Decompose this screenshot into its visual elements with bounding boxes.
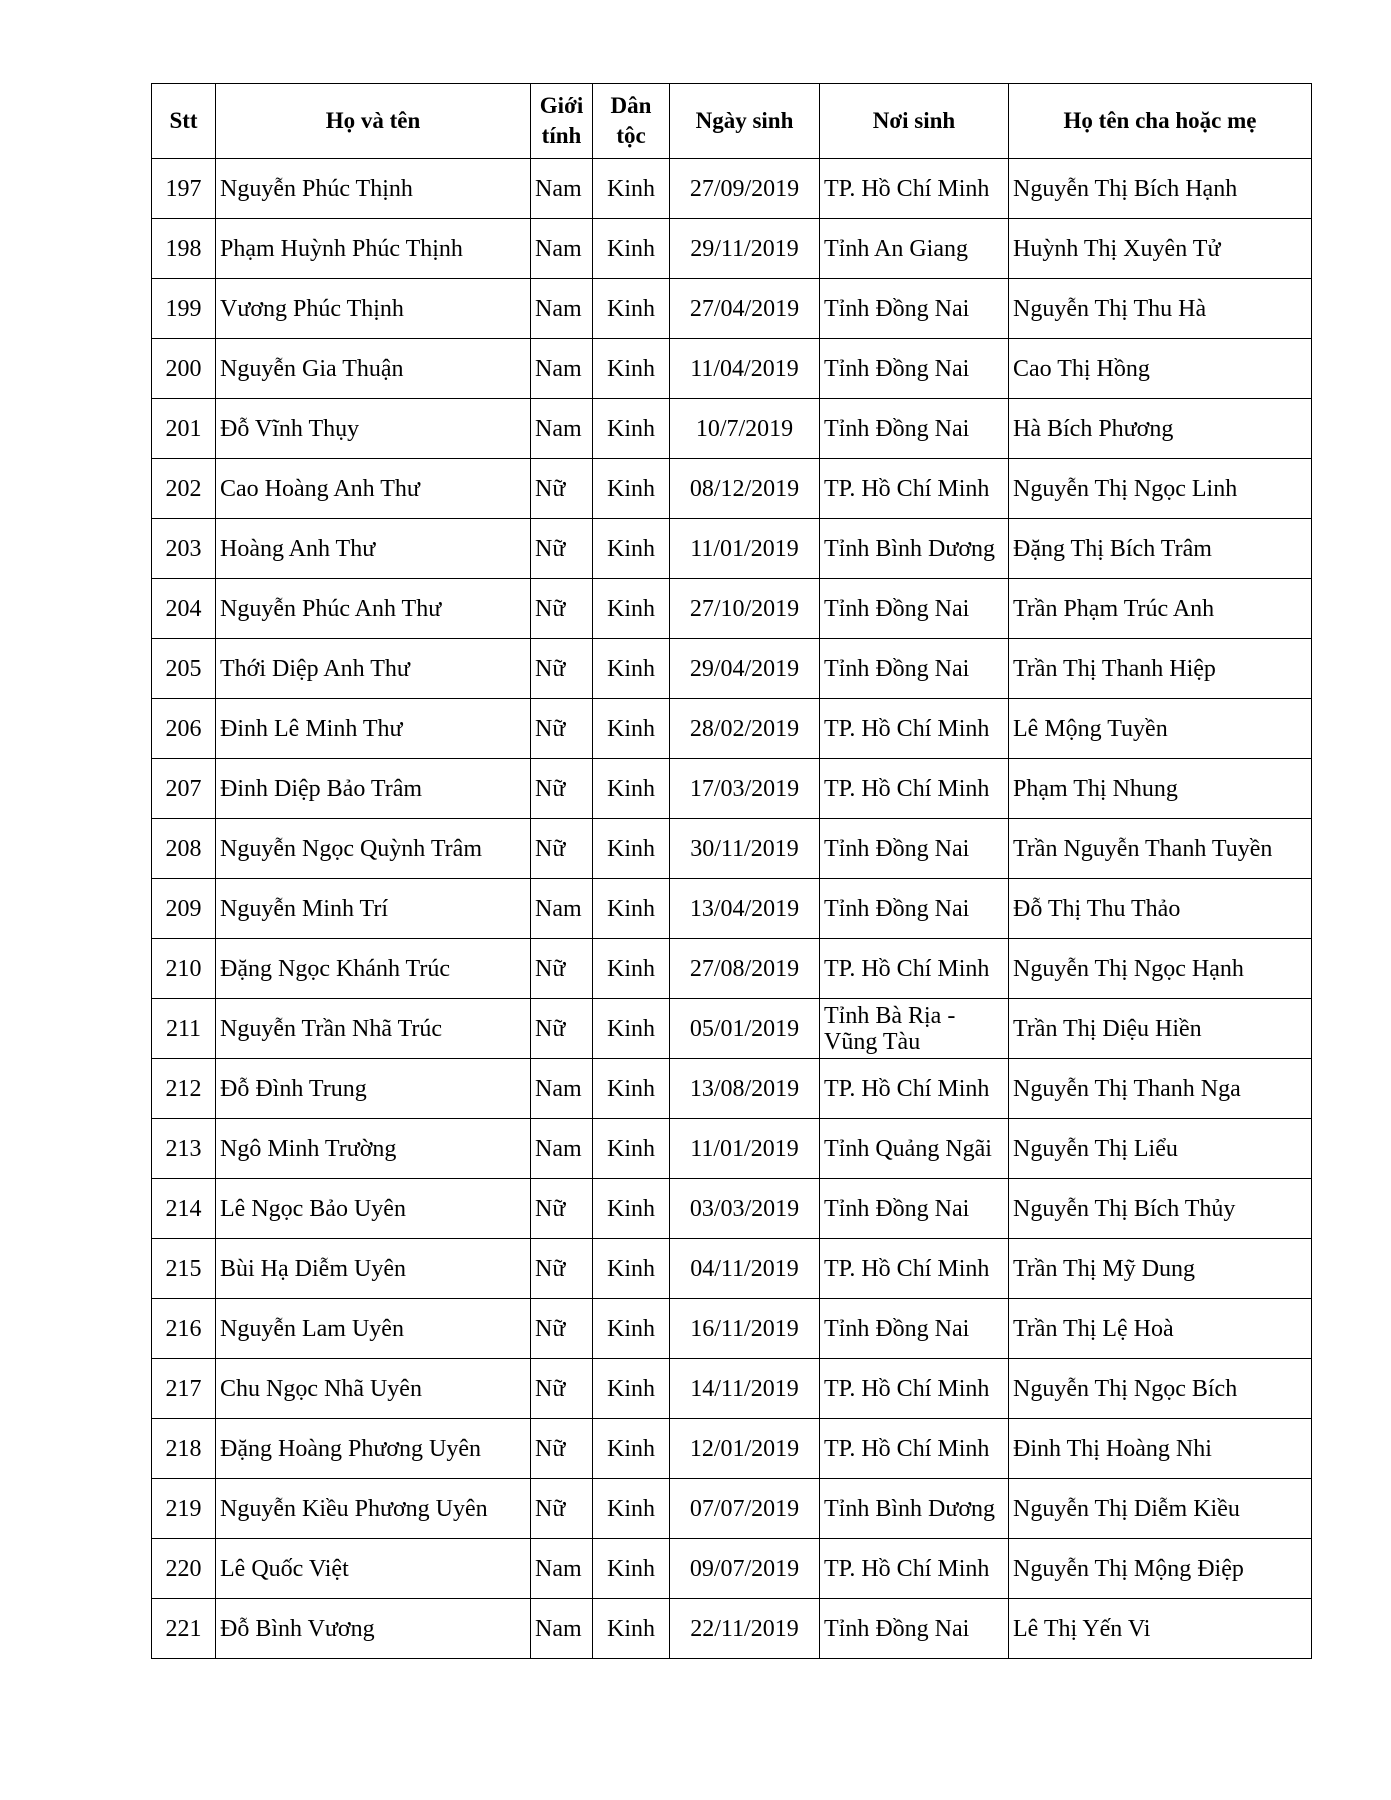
cell-birthplace: Tỉnh Đồng Nai: [820, 579, 1009, 639]
cell-parent: Đinh Thị Hoàng Nhi: [1009, 1419, 1312, 1479]
cell-ethnicity: Kinh: [593, 1359, 670, 1419]
cell-gender: Nữ: [531, 759, 593, 819]
cell-parent: Hà Bích Phương: [1009, 399, 1312, 459]
cell-parent: Phạm Thị Nhung: [1009, 759, 1312, 819]
cell-dob: 11/01/2019: [670, 519, 820, 579]
table-row: [152, 699, 1312, 759]
table-row: [152, 1059, 1312, 1119]
table-header: [152, 84, 1312, 159]
cell-dob: 29/04/2019: [670, 639, 820, 699]
table-row: [152, 879, 1312, 939]
cell-gender: Nữ: [531, 1479, 593, 1539]
cell-dob: 03/03/2019: [670, 1179, 820, 1239]
cell-parent: Nguyễn Thị Ngọc Hạnh: [1009, 939, 1312, 999]
table-row: [152, 399, 1312, 459]
cell-gender: Nam: [531, 1059, 593, 1119]
cell-parent: Lê Mộng Tuyền: [1009, 699, 1312, 759]
cell-name: Phạm Huỳnh Phúc Thịnh: [216, 219, 531, 279]
cell-name: Nguyễn Kiều Phương Uyên: [216, 1479, 531, 1539]
cell-dob: 30/11/2019: [670, 819, 820, 879]
cell-stt: 211: [152, 999, 216, 1059]
cell-stt: 201: [152, 399, 216, 459]
table-row: [152, 639, 1312, 699]
cell-ethnicity: Kinh: [593, 699, 670, 759]
cell-birthplace: TP. Hồ Chí Minh: [820, 1419, 1009, 1479]
cell-dob: 16/11/2019: [670, 1299, 820, 1359]
cell-birthplace: TP. Hồ Chí Minh: [820, 1239, 1009, 1299]
cell-ethnicity: Kinh: [593, 279, 670, 339]
cell-gender: Nữ: [531, 579, 593, 639]
cell-name: Nguyễn Phúc Anh Thư: [216, 579, 531, 639]
table-row: [152, 1479, 1312, 1539]
cell-dob: 10/7/2019: [670, 399, 820, 459]
cell-name: Nguyễn Ngọc Quỳnh Trâm: [216, 819, 531, 879]
header-dob: Ngày sinh: [670, 84, 820, 159]
cell-parent: Đỗ Thị Thu Thảo: [1009, 879, 1312, 939]
table-row: [152, 519, 1312, 579]
cell-ethnicity: Kinh: [593, 1419, 670, 1479]
cell-name: Thới Diệp Anh Thư: [216, 639, 531, 699]
cell-parent: Nguyễn Thị Ngọc Linh: [1009, 459, 1312, 519]
cell-ethnicity: Kinh: [593, 1299, 670, 1359]
cell-dob: 28/02/2019: [670, 699, 820, 759]
cell-dob: 27/08/2019: [670, 939, 820, 999]
cell-gender: Nữ: [531, 459, 593, 519]
table-row: [152, 1299, 1312, 1359]
cell-gender: Nam: [531, 399, 593, 459]
cell-birthplace: Tỉnh Đồng Nai: [820, 339, 1009, 399]
student-roster-table: [151, 83, 1312, 1659]
header-ethnicity: Dân tộc: [593, 84, 670, 159]
header-parent: Họ tên cha hoặc mẹ: [1009, 84, 1312, 159]
cell-ethnicity: Kinh: [593, 759, 670, 819]
cell-name: Đỗ Vĩnh Thụy: [216, 399, 531, 459]
cell-stt: 213: [152, 1119, 216, 1179]
table-row: [152, 339, 1312, 399]
cell-gender: Nam: [531, 159, 593, 219]
cell-dob: 12/01/2019: [670, 1419, 820, 1479]
cell-stt: 203: [152, 519, 216, 579]
cell-parent: Trần Thị Diệu Hiền: [1009, 999, 1312, 1059]
cell-dob: 14/11/2019: [670, 1359, 820, 1419]
header-birthplace: Nơi sinh: [820, 84, 1009, 159]
cell-name: Bùi Hạ Diễm Uyên: [216, 1239, 531, 1299]
cell-stt: 220: [152, 1539, 216, 1599]
cell-gender: Nữ: [531, 1179, 593, 1239]
cell-parent: Nguyễn Thị Diễm Kiều: [1009, 1479, 1312, 1539]
cell-parent: Trần Phạm Trúc Anh: [1009, 579, 1312, 639]
cell-stt: 214: [152, 1179, 216, 1239]
cell-birthplace: TP. Hồ Chí Minh: [820, 699, 1009, 759]
table-body: [152, 159, 1312, 1659]
table-row: [152, 1359, 1312, 1419]
cell-stt: 206: [152, 699, 216, 759]
cell-birthplace: TP. Hồ Chí Minh: [820, 939, 1009, 999]
cell-name: Đỗ Bình Vương: [216, 1599, 531, 1659]
cell-parent: Trần Thị Thanh Hiệp: [1009, 639, 1312, 699]
table-row: [152, 999, 1312, 1059]
cell-stt: 218: [152, 1419, 216, 1479]
cell-birthplace: Tỉnh Đồng Nai: [820, 879, 1009, 939]
cell-ethnicity: Kinh: [593, 1239, 670, 1299]
header-gender: Giới tính: [531, 84, 593, 159]
cell-birthplace: TP. Hồ Chí Minh: [820, 159, 1009, 219]
cell-stt: 209: [152, 879, 216, 939]
cell-birthplace: TP. Hồ Chí Minh: [820, 459, 1009, 519]
cell-parent: Nguyễn Thị Mộng Điệp: [1009, 1539, 1312, 1599]
cell-gender: Nam: [531, 879, 593, 939]
cell-birthplace: TP. Hồ Chí Minh: [820, 1539, 1009, 1599]
cell-gender: Nam: [531, 219, 593, 279]
cell-gender: Nữ: [531, 699, 593, 759]
cell-stt: 217: [152, 1359, 216, 1419]
cell-parent: Trần Thị Mỹ Dung: [1009, 1239, 1312, 1299]
header-name: Họ và tên: [216, 84, 531, 159]
cell-parent: Cao Thị Hồng: [1009, 339, 1312, 399]
header-stt: Stt: [152, 84, 216, 159]
table-row: [152, 1179, 1312, 1239]
cell-birthplace: Tỉnh Đồng Nai: [820, 1179, 1009, 1239]
cell-dob: 13/08/2019: [670, 1059, 820, 1119]
cell-name: Chu Ngọc Nhã Uyên: [216, 1359, 531, 1419]
cell-ethnicity: Kinh: [593, 1599, 670, 1659]
cell-dob: 27/04/2019: [670, 279, 820, 339]
cell-ethnicity: Kinh: [593, 579, 670, 639]
cell-ethnicity: Kinh: [593, 639, 670, 699]
cell-parent: Nguyễn Thị Thanh Nga: [1009, 1059, 1312, 1119]
cell-ethnicity: Kinh: [593, 879, 670, 939]
cell-name: Nguyễn Minh Trí: [216, 879, 531, 939]
cell-dob: 27/10/2019: [670, 579, 820, 639]
cell-stt: 200: [152, 339, 216, 399]
cell-gender: Nữ: [531, 819, 593, 879]
cell-parent: Trần Thị Lệ Hoà: [1009, 1299, 1312, 1359]
cell-dob: 17/03/2019: [670, 759, 820, 819]
cell-birthplace: TP. Hồ Chí Minh: [820, 759, 1009, 819]
cell-name: Đinh Diệp Bảo Trâm: [216, 759, 531, 819]
cell-stt: 204: [152, 579, 216, 639]
cell-stt: 205: [152, 639, 216, 699]
cell-gender: Nữ: [531, 1239, 593, 1299]
cell-parent: Nguyễn Thị Bích Hạnh: [1009, 159, 1312, 219]
cell-gender: Nam: [531, 1119, 593, 1179]
cell-name: Cao Hoàng Anh Thư: [216, 459, 531, 519]
cell-gender: Nam: [531, 1599, 593, 1659]
cell-ethnicity: Kinh: [593, 1179, 670, 1239]
cell-parent: Trần Nguyễn Thanh Tuyền: [1009, 819, 1312, 879]
cell-gender: Nam: [531, 279, 593, 339]
table-row: [152, 1119, 1312, 1179]
cell-name: Đinh Lê Minh Thư: [216, 699, 531, 759]
cell-ethnicity: Kinh: [593, 1059, 670, 1119]
cell-ethnicity: Kinh: [593, 1539, 670, 1599]
cell-stt: 208: [152, 819, 216, 879]
cell-parent: Đặng Thị Bích Trâm: [1009, 519, 1312, 579]
table-row: [152, 939, 1312, 999]
cell-name: Nguyễn Gia Thuận: [216, 339, 531, 399]
cell-dob: 09/07/2019: [670, 1539, 820, 1599]
cell-gender: Nữ: [531, 519, 593, 579]
cell-birthplace: Tỉnh Bà Rịa - Vũng Tàu: [820, 999, 1009, 1059]
cell-parent: Lê Thị Yến Vi: [1009, 1599, 1312, 1659]
cell-name: Đỗ Đình Trung: [216, 1059, 531, 1119]
cell-birthplace: Tỉnh Bình Dương: [820, 1479, 1009, 1539]
cell-birthplace: Tỉnh Đồng Nai: [820, 279, 1009, 339]
cell-stt: 212: [152, 1059, 216, 1119]
cell-name: Nguyễn Lam Uyên: [216, 1299, 531, 1359]
cell-stt: 197: [152, 159, 216, 219]
table-row: [152, 819, 1312, 879]
cell-ethnicity: Kinh: [593, 399, 670, 459]
cell-stt: 219: [152, 1479, 216, 1539]
cell-birthplace: Tỉnh Quảng Ngãi: [820, 1119, 1009, 1179]
cell-gender: Nữ: [531, 939, 593, 999]
cell-gender: Nam: [531, 339, 593, 399]
cell-dob: 05/01/2019: [670, 999, 820, 1059]
cell-dob: 22/11/2019: [670, 1599, 820, 1659]
cell-stt: 215: [152, 1239, 216, 1299]
cell-ethnicity: Kinh: [593, 1119, 670, 1179]
cell-name: Nguyễn Trần Nhã Trúc: [216, 999, 531, 1059]
cell-gender: Nữ: [531, 1299, 593, 1359]
cell-stt: 199: [152, 279, 216, 339]
cell-dob: 04/11/2019: [670, 1239, 820, 1299]
cell-name: Lê Ngọc Bảo Uyên: [216, 1179, 531, 1239]
cell-name: Nguyễn Phúc Thịnh: [216, 159, 531, 219]
cell-gender: Nữ: [531, 1419, 593, 1479]
cell-ethnicity: Kinh: [593, 1479, 670, 1539]
cell-dob: 27/09/2019: [670, 159, 820, 219]
cell-birthplace: Tỉnh Đồng Nai: [820, 639, 1009, 699]
cell-ethnicity: Kinh: [593, 819, 670, 879]
table-row: [152, 159, 1312, 219]
table-row: [152, 1419, 1312, 1479]
cell-gender: Nữ: [531, 639, 593, 699]
cell-birthplace: TP. Hồ Chí Minh: [820, 1359, 1009, 1419]
cell-name: Hoàng Anh Thư: [216, 519, 531, 579]
cell-stt: 207: [152, 759, 216, 819]
cell-ethnicity: Kinh: [593, 219, 670, 279]
cell-birthplace: Tỉnh Đồng Nai: [820, 399, 1009, 459]
cell-stt: 198: [152, 219, 216, 279]
cell-ethnicity: Kinh: [593, 999, 670, 1059]
cell-gender: Nữ: [531, 999, 593, 1059]
cell-dob: 08/12/2019: [670, 459, 820, 519]
cell-gender: Nữ: [531, 1359, 593, 1419]
cell-gender: Nam: [531, 1539, 593, 1599]
cell-stt: 210: [152, 939, 216, 999]
cell-ethnicity: Kinh: [593, 159, 670, 219]
cell-parent: Huỳnh Thị Xuyên Tử: [1009, 219, 1312, 279]
cell-dob: 07/07/2019: [670, 1479, 820, 1539]
cell-dob: 11/04/2019: [670, 339, 820, 399]
cell-birthplace: TP. Hồ Chí Minh: [820, 1059, 1009, 1119]
cell-birthplace: Tỉnh Đồng Nai: [820, 1299, 1009, 1359]
header-row: [152, 84, 1312, 159]
cell-name: Ngô Minh Trường: [216, 1119, 531, 1179]
table-row: [152, 219, 1312, 279]
cell-birthplace: Tỉnh Bình Dương: [820, 519, 1009, 579]
cell-stt: 216: [152, 1299, 216, 1359]
cell-parent: Nguyễn Thị Ngọc Bích: [1009, 1359, 1312, 1419]
cell-dob: 13/04/2019: [670, 879, 820, 939]
cell-name: Đặng Ngọc Khánh Trúc: [216, 939, 531, 999]
cell-name: Vương Phúc Thịnh: [216, 279, 531, 339]
cell-parent: Nguyễn Thị Liểu: [1009, 1119, 1312, 1179]
cell-parent: Nguyễn Thị Bích Thủy: [1009, 1179, 1312, 1239]
cell-ethnicity: Kinh: [593, 339, 670, 399]
cell-birthplace: Tỉnh Đồng Nai: [820, 819, 1009, 879]
table-row: [152, 1239, 1312, 1299]
cell-ethnicity: Kinh: [593, 459, 670, 519]
cell-name: Đặng Hoàng Phương Uyên: [216, 1419, 531, 1479]
cell-birthplace: Tỉnh Đồng Nai: [820, 1599, 1009, 1659]
cell-stt: 202: [152, 459, 216, 519]
cell-ethnicity: Kinh: [593, 519, 670, 579]
cell-parent: Nguyễn Thị Thu Hà: [1009, 279, 1312, 339]
cell-dob: 11/01/2019: [670, 1119, 820, 1179]
table-row: [152, 279, 1312, 339]
table-row: [152, 1539, 1312, 1599]
cell-ethnicity: Kinh: [593, 939, 670, 999]
cell-birthplace: Tỉnh An Giang: [820, 219, 1009, 279]
table-row: [152, 459, 1312, 519]
table-row: [152, 579, 1312, 639]
table-row: [152, 1599, 1312, 1659]
cell-dob: 29/11/2019: [670, 219, 820, 279]
table-row: [152, 759, 1312, 819]
cell-stt: 221: [152, 1599, 216, 1659]
cell-name: Lê Quốc Việt: [216, 1539, 531, 1599]
